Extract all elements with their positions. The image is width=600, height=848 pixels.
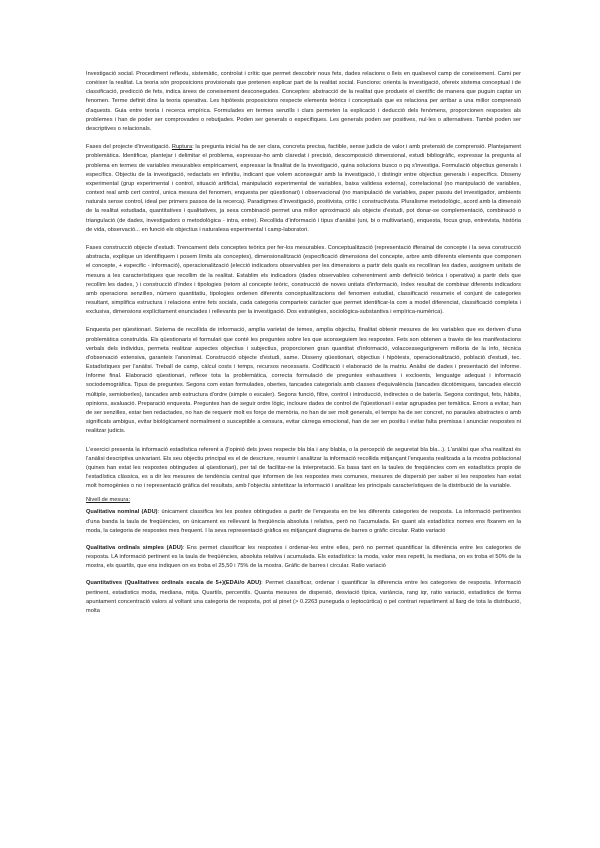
term-quantitative — [86, 579, 521, 616]
paragraph-statistical-exercise: L'exercici presenta la informació estadística referent a (l'opinió dels joves respecte bla bla i any blabla, o la percepció de seguretat bla bla...). L'anàlisi que s'ha realitzat és l'anàlisi descriptiva univariant. Els seu objectiu principal es el de descriure, resumir i analitzar la informació recollida mitjançant l'enquesta realitzada a la mostra poblacional (quines han estat les respostes obtingudes al qüestionari), per tal de facilitar-ne la interpretació. Es basa tant en la taules de freqüències com en estadístics propis de l'estadística clàssica, es a dir les mesures de tendència central que informen de les respostes mes comunes, mesures de dispersió per saber si les respostes han estat molt homogènies o no i representació gràfica del resultats, amb l'objectiu sintetitzar la informació i analitzar les principals característiques de la distribució de la variable. — [86, 446, 521, 490]
section-heading-suffix: : — [128, 497, 131, 504]
paragraph-project-phases — [86, 143, 521, 235]
term-text: : únicament classifica les les postes obtingudes a partir de l'enquesta en tre les diferents categories de resposta. La informació pertinentes d'una banda la taula de freqüències, on únicament es rellevant la freqüència absoluta i relativa, però no l'acumulada. En quant als estadístics nomes ens fixarem en la moda, la categoria de respostes mes frequent. I la seva representació gràfica es mitjançant diagrama de barres o gràfic circular. Ratio variació — [86, 509, 522, 534]
term-label: Qualitativa ordinals simples (ADU) — [86, 544, 183, 551]
section-heading — [86, 496, 521, 505]
paragraph-social-research: Investigació social. Procediment reflexiu, sistemàtic, controlat i crític que permet descobrir nous fets, dades relacions o lleis en qualsevol camp de coneixement. Cami per conèixer la realitat. La teoria són proposicions provisionals que pretenen explicar part de la realitat social. Funcions: orienta la investigació, ofereix sistema conceptual i de classificació, predicció de fets, indica àrees de coneixement desconegudes. Conceptes: abstracció de la realitat que produeix el científic de manera que puguin captar un fenomen. Terme definit dins la teoria operativa. Les hipòtesis proposicions respecte elements teòrics i conceptuals que es relaciona per arribar a una millor comprensió d'aquests. Guia entre teoria i recerca empírica. Formulades en termes senzills i clars permeten la explicació i deducció dels fenòmens, proporcionen respostes als problemes i han de poder ser comprovades o rebutjades. Poden ser generals o especifiques. Les generals poden ser positives, nul·les o alternatives. També poden ser descriptives o relacionals. — [86, 71, 521, 132]
paragraph-object-construction: Fases construcció objecte d'estudi. Trencament dels conceptes teòrics per fer-los mesurables. Conceptualització (representació ifferainal de concepte i la seva construcció abstracta, explique un identifiquem i posem límits als conceptes), dimensionalització (especificació dimensions del concepte, arbre amb diferents elements que componen el concepte, + especific - informació), operacionalització (elecció indicadors observables per les dimensions a partir dels quals es recolliran les dades, assignem unitats de mesura a les característiques que recollim de la realitat. Establim els indicadors (dades observables coherentment amb definició teòrica i operativa) a partir dels que recollim les dades, ) i construcció d'índex i tipologies (retorn al concepte teòric, construcció de noves unitats d'informació, índex resultat de combinar diferents indicadors amb operacions senzilles, número quantitatiu, tipologies ordenen diferents conceptualitzacions del fenomen estudiat, classificació resumeix el conjunt de categories resultant, simplifica estructura i relacions entre fets socials, cada categoria comparteix caràcter que permet identificar-la com a model diferenciat, classificació completa i exclusiva, dimensions explícitament enunciades i rellevants per la investigació. Dos estratègies, sociològica-substantiva i empírica-numèrica). — [86, 245, 521, 316]
phases-intro: Fases del projecte d'investigació. — [86, 144, 172, 151]
term-text: : Permet classificar, ordenar i quantificar la diferencia entre les categories de resposta. Informació pertinent, estadistics moda, mediana, mitja. Quartils, percentils. Quanta mesures de dispersió, desviació típica, variància, rang iqr, ratio variació, estadistics de forma apuntament concentració valors al voltant una categoria de resposta, pot al pinet (> 0.2263 puneguda o leptocúrtica) o pel contrari repartiment al llarg de tota la distribució, molta — [86, 580, 521, 614]
phases-body: : la pregunta inicial ha de ser clara, concreta precisa, factible, sense judicis de valor i amb pretensió de comprensió. Plantejament problemàtica. Identificar, plantejar i delimitar el problema, expressar-ho amb claredat i precisió, descomposició dimensional, estudi bibliogràfic, expressar la pregunta al problema en termes de variables mesurables empíricament, expressar la finalitat de la investigació, quina solucions busco o pq s'investiga. Formulació objectius generals i específics. Objectiu de la investigació, redactats en infinitiu, indicant que volem aconseguir amb la investigació, i distingir entre objectius generals i específics. Disseny experimental (grup experimental i control, situació artificial, manipulació experimental de variables, baixa validesa externa), correlacional (no manipulació de variables, context real amb cert control, unica mesura del fenomen, enquesta per qüestionari) i observacional (no manipulació de variables, paper passiu del investigador, ambients naturals sense control, ideal per primers passos de la recerca). Paradigmes d'investigació, positivista, crític i constructivista. Pluralisme metodològic, acord amb la dimensió de la realitat estudiada, quantitatives i qualitatives, ja sexa combinació permet una millor aproximació als objecte d'estudi, pot donar-se complementació, combinació o triangulació (de dades, investigadors o metodològica - intra, entre). Recollida d'informació i tipus d'anàlisi (uni, bi o multivariant), enquesta, focus grup, entrevista, història de vida, observació... en funció els objectius i naturalesa experimental i camp-laboratori. — [86, 144, 521, 233]
term-text: : Ens permet classificar les respostes i ordenar-les entre elles, però no permet quantificar la diferència entre les categories de resposta. LA informació pertinent es la taula de freqüències, absoluta relativa i acumulada. Els estadístics: la moda, valor mes repetit, la mediana, on es troba el 50% de la mostra, els quartils, que ens indiquen on es troba el 25,50 i 75% de la mostra. Gràfic de barres i circular. Ratio variació — [86, 544, 521, 570]
section-heading-text: Nivell de mesura — [86, 497, 129, 504]
paragraph-questionnaire-survey: Enquesta per qüestionari. Sistema de recollida de informació, amplia varietat de temes, amplia objectiu, finalitat obtenir mesures de les variables que es deriven d'una problemàtica construïda. Els qüestionaris el formulari que conté les preguntes sobre les que aconseguiem les respostes. Fets son obtenen a través de les manifestacions verbals dels individus, permeta realitzar aspectes objectius i subjectius, proporcionen gran quantitat d'informació, volaccessegurigrerem milloria de la info, tècnica d'observació extensiva, garanteix l'anonimat. Construcció objecte d'estudi, same. Disseny qüestionari, objectius i hipòtesis, operacionalització, població d'estudi, tec. Estadístiques per l'anàlisi. Treball de camp, càlcul costs i temps, recursos necessaris. Codificació i elaboració de la matriu. Anàlisi de dades i presentació del informe. Informe final. Elaboració qüestionari, reflexe tota la problemàtica, correcta formulació de preguntes exhaustives i excloents, lenguatge adequat i informació sociodemogràfica. Tipus de preguntes. Segons com estan formulades, obertes, tancades categorials amb classes d'equivalència (tancades dicotòmiques, tancades elecció múltiple, semioberles), tancades amb estructura d'ordre (simple o escaler). Segons funció, filtre, control i introducció, indirectes o de batería. Segons contingut, fets, hàbits, opinions, avaluació. Preparació enquesta. Preguntes han de seguir ordre lògic, incloure dades de control de l'qüestionari i estar agrupades per temàtica. Errors a evitar, han de ser senzilles, estar ben redactades, no han de requerir molt es forçe de memòria, no han de ser molt generals, el temps ha de ser concret, no paraules abstractes o amb significats ambigus, evitar biológicament normalment o susceptible a censura, evitar càrrega emocional, han de ser en positiu i evitar falta premissa i anunciar respostes ni realitzar judicis. — [86, 327, 521, 435]
term-label: Qualitativa nominal (ADU) — [86, 509, 158, 516]
term-label: Quantitatives (Qualitatives ordinals escala de 5+)(EDAi/o ADU) — [86, 580, 262, 587]
term-ordinal — [86, 544, 521, 571]
rupture-term: Ruptura — [171, 144, 193, 151]
term-nominal — [86, 508, 521, 535]
